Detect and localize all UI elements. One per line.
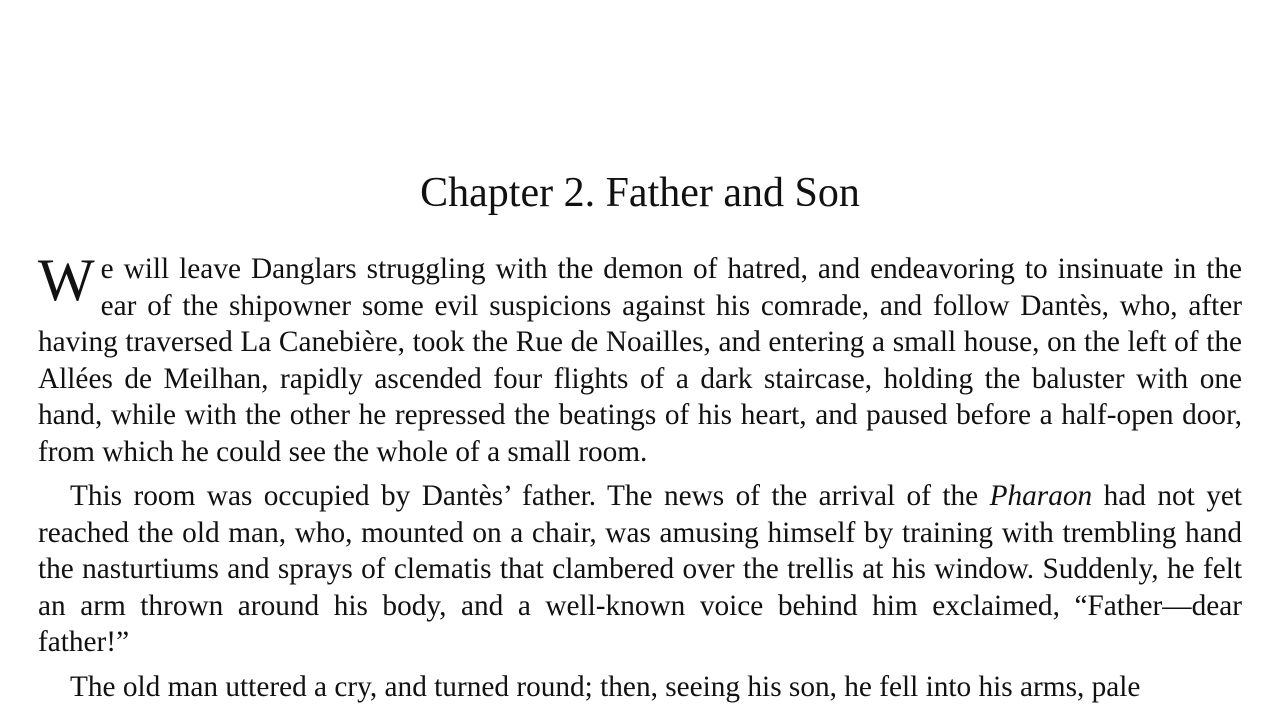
paragraph-2-text-after: had not yet reached the old man, who, mounted on a chair, was amusing himself by training with trembling hand the nasturtiums and sprays of clematis that clambered over the trellis at his window. Suddenly, he felt an arm thrown around his body, and a well-known voice behind him exclaimed, “Father—dear father!”	[38, 480, 1242, 658]
chapter-title: Chapter 2. Father and Son	[420, 170, 860, 216]
paragraph-3-text: The old man uttered a cry, and turned round; then, seeing his son, he fell into his arms, pale	[70, 670, 1141, 703]
document-page	[38, 0, 1242, 705]
paragraph-3	[38, 669, 1242, 706]
paragraph-2-text-before: This room was occupied by Dantès’ father. The news of the arrival of the	[70, 480, 990, 512]
paragraph-1	[38, 247, 1242, 470]
paragraph-2	[38, 478, 1242, 661]
drop-cap: W	[38, 247, 95, 313]
paragraph-1-text: e will leave Danglars struggling with the demon of hatred, and endeavoring to insinuate in the ear of the shipowner some evil suspicions against his comrade, and follow Dantès, who, after having traversed La Canebière, took the Rue de Noailles, and entering a small house, on the left of the Allées de Meilhan, rapidly ascended four flights of a dark staircase, holding the baluster with one hand, while with the other he repressed the beatings of his heart, and paused before a half-open door, from which he could see the whole of a small room.	[38, 253, 1242, 468]
ship-name-italic: Pharaon	[989, 480, 1093, 512]
